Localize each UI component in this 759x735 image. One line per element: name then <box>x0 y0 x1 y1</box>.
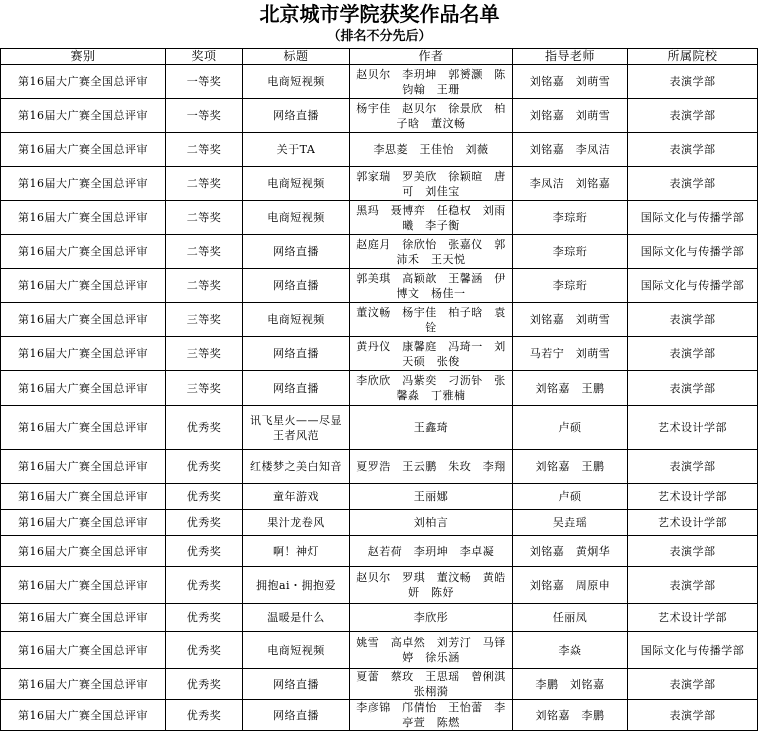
award-cell: 二等奖 <box>166 133 243 167</box>
school-cell: 艺术设计学部 <box>628 406 758 450</box>
school-cell: 表演学部 <box>628 567 758 604</box>
event-cell: 第16届大广赛全国总评审 <box>1 484 166 510</box>
table-body <box>1 65 758 731</box>
table-row <box>1 536 758 567</box>
advisor-cell: 刘铭嘉 李鹏 <box>513 700 628 731</box>
table-header-row <box>1 49 758 65</box>
event-cell: 第16届大广赛全国总评审 <box>1 371 166 406</box>
advisor-cell: 李鹏 刘铭嘉 <box>513 669 628 700</box>
work-title-cell: 电商短视频 <box>243 65 350 99</box>
work-title-cell: 电商短视频 <box>243 303 350 337</box>
authors-cell: 李彦锦 邝倩怡 王怡蕾 李亭萱 陈燃 <box>350 700 513 731</box>
authors-cell: 黑玛 聂博弈 任稳权 刘雨曦 李子衡 <box>350 201 513 235</box>
document-subtitle: （排名不分先后） <box>327 29 432 44</box>
table-row <box>1 669 758 700</box>
authors-cell: 赵庭月 徐欣怡 张嘉仪 郭沛禾 王天悦 <box>350 235 513 269</box>
work-title-cell: 电商短视频 <box>243 632 350 669</box>
authors-cell: 杨宇佳 赵贝尔 徐景欣 柏子晗 董汶畅 <box>350 99 513 133</box>
table-row <box>1 450 758 484</box>
award-cell: 优秀奖 <box>166 604 243 632</box>
work-title-cell: 网络直播 <box>243 669 350 700</box>
advisor-cell: 李凤洁 刘铭嘉 <box>513 167 628 201</box>
award-cell: 优秀奖 <box>166 484 243 510</box>
school-cell: 国际文化与传播学部 <box>628 235 758 269</box>
award-cell: 三等奖 <box>166 303 243 337</box>
table-row <box>1 269 758 303</box>
table-row <box>1 337 758 371</box>
work-title-cell: 童年游戏 <box>243 484 350 510</box>
table-row <box>1 700 758 731</box>
event-cell: 第16届大广赛全国总评审 <box>1 167 166 201</box>
advisor-cell: 刘铭嘉 李凤洁 <box>513 133 628 167</box>
school-cell: 表演学部 <box>628 700 758 731</box>
school-cell: 国际文化与传播学部 <box>628 201 758 235</box>
school-cell: 国际文化与传播学部 <box>628 269 758 303</box>
advisor-cell: 刘铭嘉 王鹏 <box>513 371 628 406</box>
table-row <box>1 303 758 337</box>
header-school: 所属院校 <box>628 49 758 65</box>
authors-cell: 姚雪 高卓然 刘芳汀 马铎婷 徐乐涵 <box>350 632 513 669</box>
award-cell: 优秀奖 <box>166 510 243 536</box>
school-cell: 表演学部 <box>628 371 758 406</box>
advisor-cell: 刘铭嘉 王鹏 <box>513 450 628 484</box>
authors-cell: 赵贝尔 李玥坤 郭赟灏 陈钧翰 王珊 <box>350 65 513 99</box>
authors-cell: 李欣欣 冯紫奕 刁沥钋 张馨淼 丁雅楠 <box>350 371 513 406</box>
authors-cell: 王丽娜 <box>350 484 513 510</box>
work-title-cell: 讯飞星火——尽显王者风范 <box>243 406 350 450</box>
document-title: 北京城市学院获奖作品名单 <box>259 2 500 26</box>
table-row <box>1 632 758 669</box>
award-cell: 优秀奖 <box>166 567 243 604</box>
authors-cell: 夏罗浩 王云鹏 朱玫 李翔 <box>350 450 513 484</box>
table-row <box>1 167 758 201</box>
school-cell: 表演学部 <box>628 669 758 700</box>
event-cell: 第16届大广赛全国总评审 <box>1 406 166 450</box>
advisor-cell: 李琮珩 <box>513 235 628 269</box>
header-event: 赛别 <box>1 49 166 65</box>
work-title-cell: 啊！神灯 <box>243 536 350 567</box>
authors-cell: 刘柏言 <box>350 510 513 536</box>
event-cell: 第16届大广赛全国总评审 <box>1 700 166 731</box>
award-cell: 二等奖 <box>166 269 243 303</box>
event-cell: 第16届大广赛全国总评审 <box>1 510 166 536</box>
work-title-cell: 电商短视频 <box>243 167 350 201</box>
advisor-cell: 李焱 <box>513 632 628 669</box>
advisor-cell: 刘铭嘉 刘萌雪 <box>513 65 628 99</box>
work-title-cell: 电商短视频 <box>243 201 350 235</box>
work-title-cell: 果汁龙卷风 <box>243 510 350 536</box>
award-cell: 优秀奖 <box>166 632 243 669</box>
school-cell: 国际文化与传播学部 <box>628 632 758 669</box>
work-title-cell: 温暖是什么 <box>243 604 350 632</box>
event-cell: 第16届大广赛全国总评审 <box>1 567 166 604</box>
award-cell: 二等奖 <box>166 167 243 201</box>
authors-cell: 董汶畅 杨宇佳 柏子晗 袁铨 <box>350 303 513 337</box>
authors-cell: 夏蕾 蔡玫 王思瑶 曾俐淇 张栩漪 <box>350 669 513 700</box>
authors-cell: 郭美琪 高颖歆 王馨涵 伊博文 杨佳一 <box>350 269 513 303</box>
work-title-cell: 网络直播 <box>243 235 350 269</box>
header-authors: 作者 <box>350 49 513 65</box>
header-work-title: 标题 <box>243 49 350 65</box>
award-cell: 优秀奖 <box>166 450 243 484</box>
event-cell: 第16届大广赛全国总评审 <box>1 604 166 632</box>
award-cell: 三等奖 <box>166 371 243 406</box>
school-cell: 艺术设计学部 <box>628 484 758 510</box>
school-cell: 表演学部 <box>628 65 758 99</box>
table-row <box>1 235 758 269</box>
advisor-cell: 刘铭嘉 黄炯华 <box>513 536 628 567</box>
authors-cell: 赵若荷 李玥坤 李卓凝 <box>350 536 513 567</box>
advisor-cell: 卢硕 <box>513 406 628 450</box>
advisor-cell: 吴垚瑶 <box>513 510 628 536</box>
table-row <box>1 510 758 536</box>
event-cell: 第16届大广赛全国总评审 <box>1 201 166 235</box>
event-cell: 第16届大广赛全国总评审 <box>1 65 166 99</box>
school-cell: 表演学部 <box>628 536 758 567</box>
table-row <box>1 65 758 99</box>
award-cell: 二等奖 <box>166 201 243 235</box>
award-cell: 优秀奖 <box>166 406 243 450</box>
event-cell: 第16届大广赛全国总评审 <box>1 669 166 700</box>
award-cell: 优秀奖 <box>166 700 243 731</box>
work-title-cell: 网络直播 <box>243 269 350 303</box>
table-row <box>1 201 758 235</box>
school-cell: 表演学部 <box>628 337 758 371</box>
advisor-cell: 李琮珩 <box>513 269 628 303</box>
table-row <box>1 406 758 450</box>
work-title-cell: 红楼梦之美白知音 <box>243 450 350 484</box>
award-cell: 优秀奖 <box>166 669 243 700</box>
authors-cell: 赵贝尔 罗琪 董汶畅 黄皓妍 陈妤 <box>350 567 513 604</box>
award-cell: 优秀奖 <box>166 536 243 567</box>
school-cell: 表演学部 <box>628 450 758 484</box>
work-title-cell: 网络直播 <box>243 700 350 731</box>
table-row <box>1 99 758 133</box>
authors-cell: 李欣彤 <box>350 604 513 632</box>
header-advisor: 指导老师 <box>513 49 628 65</box>
table-row <box>1 371 758 406</box>
table-row <box>1 567 758 604</box>
event-cell: 第16届大广赛全国总评审 <box>1 337 166 371</box>
advisor-cell: 刘铭嘉 刘萌雪 <box>513 99 628 133</box>
authors-cell: 李思菱 王佳怡 刘薇 <box>350 133 513 167</box>
table-row <box>1 604 758 632</box>
event-cell: 第16届大广赛全国总评审 <box>1 450 166 484</box>
school-cell: 艺术设计学部 <box>628 510 758 536</box>
authors-cell: 王鑫琦 <box>350 406 513 450</box>
work-title-cell: 网络直播 <box>243 99 350 133</box>
event-cell: 第16届大广赛全国总评审 <box>1 303 166 337</box>
work-title-cell: 网络直播 <box>243 371 350 406</box>
event-cell: 第16届大广赛全国总评审 <box>1 536 166 567</box>
work-title-cell: 关于TA <box>243 133 350 167</box>
advisor-cell: 卢硕 <box>513 484 628 510</box>
school-cell: 表演学部 <box>628 99 758 133</box>
school-cell: 艺术设计学部 <box>628 604 758 632</box>
school-cell: 表演学部 <box>628 167 758 201</box>
award-cell: 一等奖 <box>166 65 243 99</box>
school-cell: 表演学部 <box>628 133 758 167</box>
advisor-cell: 刘铭嘉 周原申 <box>513 567 628 604</box>
advisor-cell: 李琮珩 <box>513 201 628 235</box>
advisor-cell: 任丽凤 <box>513 604 628 632</box>
advisor-cell: 马若宁 刘萌雪 <box>513 337 628 371</box>
table-row <box>1 133 758 167</box>
work-title-cell: 拥抱ai・拥抱爱 <box>243 567 350 604</box>
event-cell: 第16届大广赛全国总评审 <box>1 99 166 133</box>
advisor-cell: 刘铭嘉 刘萌雪 <box>513 303 628 337</box>
award-cell: 一等奖 <box>166 99 243 133</box>
event-cell: 第16届大广赛全国总评审 <box>1 632 166 669</box>
event-cell: 第16届大广赛全国总评审 <box>1 235 166 269</box>
awards-table <box>0 48 758 731</box>
event-cell: 第16届大广赛全国总评审 <box>1 269 166 303</box>
header-award: 奖项 <box>166 49 243 65</box>
award-cell: 三等奖 <box>166 337 243 371</box>
school-cell: 表演学部 <box>628 303 758 337</box>
authors-cell: 郭家瑞 罗美欣 徐颖暄 唐可 刘佳宝 <box>350 167 513 201</box>
event-cell: 第16届大广赛全国总评审 <box>1 133 166 167</box>
authors-cell: 黄丹仪 康馨庭 冯琦一 刘天硕 张俊 <box>350 337 513 371</box>
work-title-cell: 网络直播 <box>243 337 350 371</box>
award-cell: 二等奖 <box>166 235 243 269</box>
table-row <box>1 484 758 510</box>
